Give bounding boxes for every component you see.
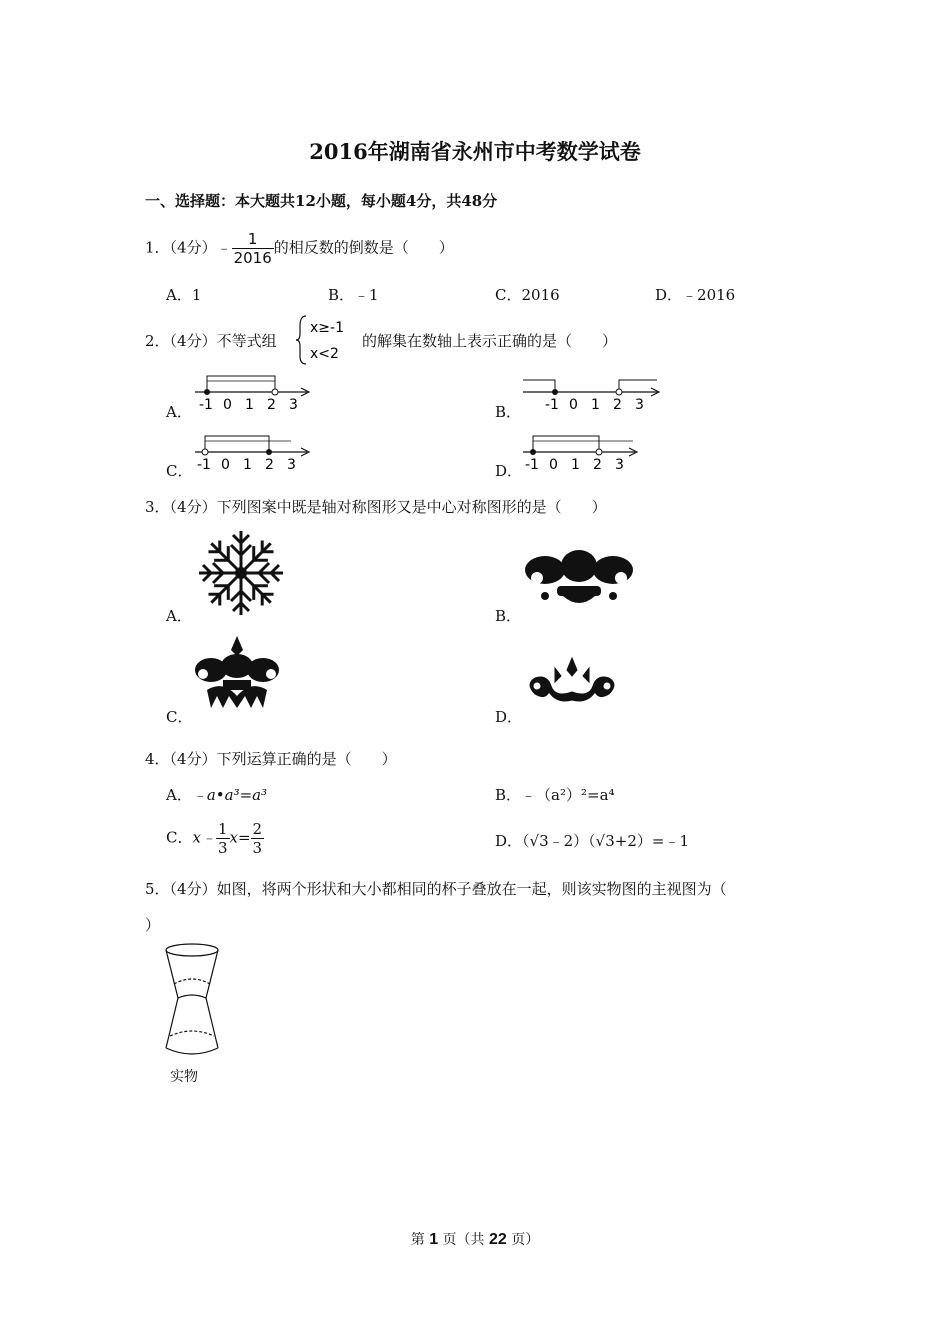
question-3-stem: 3．（4分）下列图案中既是轴对称图形又是中心对称图形的是（ ） [145,498,607,516]
tick-a-3: 1 [245,397,254,413]
tick-b-4: 2 [613,397,622,413]
q4-option-c-label: C． [166,828,193,847]
q1-fraction [232,230,274,267]
tick-c-3: 1 [243,457,252,473]
q4-option-b[interactable] [495,784,615,805]
footer-mid: 页（共 [442,1232,485,1248]
tick-d-4: 2 [593,457,602,473]
q1-denominator: 2016 [233,249,272,267]
figure-caption: 实物 [170,1069,198,1085]
tick-d-1: -1 [525,457,539,473]
q3-option-d[interactable]: D． [495,708,523,726]
tick-a-4: 2 [267,397,276,413]
q4-option-b-text: ﹣（a²）²=a⁴ [521,786,615,804]
tick-b-1: -1 [545,397,559,413]
q4-option-c-pre: x﹣ [192,828,216,847]
ornament-pattern-d-icon [525,658,619,706]
q4-c-den1: 3 [217,839,228,857]
page-footer [0,1229,950,1249]
q2-numberline-d [523,432,643,474]
q2-stem-pre: 2．（4分）不等式组 [145,332,277,350]
tick-d-5: 3 [615,457,624,473]
footer-pre: 第 [410,1232,425,1248]
tick-a-2: 0 [223,397,232,413]
q2-stem-post: 的解集在数轴上表示正确的是（ ） [362,332,618,350]
ornament-pattern-c-icon [193,636,281,710]
q2-option-d[interactable]: D． [495,462,523,480]
q2-numberline-a [195,372,315,414]
tick-a-5: 3 [289,397,298,413]
q4-option-c-fraction-1 [216,820,230,857]
tick-b-2: 0 [569,397,578,413]
stacked-cups-figure [160,940,224,1064]
q4-c-den2: 3 [252,839,263,857]
tick-c-4: 2 [265,457,274,473]
q2-inequality-1: x≥-1 [310,320,344,336]
tick-c-5: 3 [287,457,296,473]
q4-option-a-label: A． [166,786,192,804]
q3-option-c[interactable]: C． [166,708,193,726]
q2-numberline-c [195,432,315,474]
q2-option-a[interactable]: A． [166,403,192,421]
ornament-pattern-b-icon [523,548,635,610]
footer-post: 页） [511,1232,540,1248]
q4-option-c[interactable] [166,820,264,857]
q1-stem-pre: 1．（4分）﹣ [145,238,232,257]
page-title: 2016年湖南省永州市中考数学试卷 [309,139,641,164]
q2-option-c[interactable]: C． [166,462,193,480]
q2-inequality-brace [298,314,360,366]
q2-numberline-b [523,372,663,414]
tick-b-5: 3 [635,397,644,413]
tick-d-3: 1 [571,457,580,473]
footer-page-number: 1 [429,1231,439,1248]
q1-option-c[interactable]: C．2016 [495,286,560,304]
q1-option-d[interactable]: D．﹣2016 [655,286,736,304]
q1-option-a[interactable]: A．1 [166,286,202,304]
tick-b-3: 1 [591,397,600,413]
snowflake-pattern-icon [196,528,286,618]
q4-option-c-fraction-2 [251,820,265,857]
tick-d-2: 0 [549,457,558,473]
q3-option-b[interactable]: B． [495,607,522,625]
q1-numerator: 1 [232,230,274,249]
section-heading: 一、选择题：本大题共12小题，每小题4分，共48分 [145,192,498,210]
question-4-stem: 4．（4分）下列运算正确的是（ ） [145,750,397,768]
q4-option-d-text: （√3﹣2）（√3+2）=﹣1 [522,832,690,850]
q1-stem-post: 的相反数的倒数是（ ） [273,238,454,257]
q4-option-b-label: B． [495,786,522,804]
q4-option-d-label: D． [495,832,523,850]
q4-option-c-mid: x= [229,828,251,847]
question-1-stem [145,230,454,267]
q4-option-a-text: ﹣a•a³=a³ [191,786,268,804]
question-5-stem-cont: ） [145,916,161,934]
q4-option-d[interactable] [495,830,689,851]
q2-option-b[interactable]: B． [495,403,522,421]
q1-option-b[interactable]: B．﹣1 [328,286,379,304]
q2-inequality-2: x<2 [310,346,339,362]
question-5-stem: 5．（4分）如图，将两个形状和大小都相同的杯子叠放在一起，则该实物图的主视图为（ [145,880,727,898]
footer-total-pages: 22 [489,1231,507,1248]
q3-option-a[interactable]: A． [166,607,192,625]
q4-option-a[interactable] [166,784,267,805]
q4-c-num1: 1 [217,820,228,838]
tick-a-1: -1 [199,397,213,413]
q4-c-num2: 2 [252,820,263,838]
tick-c-1: -1 [197,457,211,473]
tick-c-2: 0 [221,457,230,473]
